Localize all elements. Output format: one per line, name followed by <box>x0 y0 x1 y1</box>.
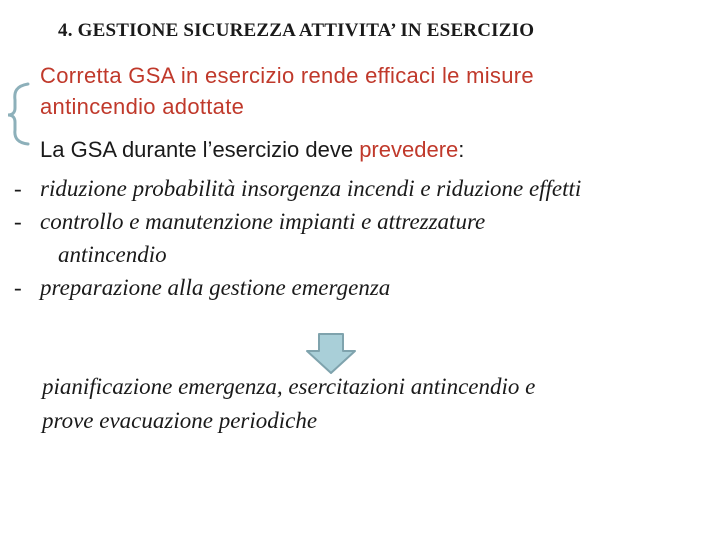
list-item-text: controllo e manutenzione impianti e attrezzature <box>40 209 486 234</box>
list-item-continuation: antincendio <box>58 242 167 267</box>
measures-list <box>14 172 581 304</box>
down-arrow-icon <box>305 333 357 375</box>
intro-text <box>40 60 534 122</box>
result-text <box>42 370 535 438</box>
curly-bracket-icon <box>6 82 32 146</box>
gsa-statement <box>40 134 464 165</box>
gsa-highlight: prevedere <box>359 137 459 162</box>
list-item-text: preparazione alla gestione emergenza <box>40 275 391 300</box>
list-dash: - <box>14 275 22 300</box>
result-line-1: pianificazione emergenza, esercitazioni antincendio e <box>42 374 536 399</box>
slide-title: 4. GESTIONE SICUREZZA ATTIVITA’ IN ESERCIZIO <box>58 20 535 41</box>
list-item <box>14 271 581 304</box>
list-item <box>14 205 581 271</box>
intro-line-1: Corretta GSA in esercizio rende efficaci le misure <box>40 63 534 88</box>
list-item <box>14 172 581 205</box>
gsa-prefix: La GSA durante l’esercizio deve <box>40 137 360 162</box>
list-dash: - <box>14 209 22 234</box>
result-line-2: prove evacuazione periodiche <box>42 408 318 433</box>
list-item-text: riduzione probabilità insorgenza incendi e riduzione effetti <box>40 176 582 201</box>
gsa-suffix: : <box>458 137 465 162</box>
intro-line-2: antincendio adottate <box>40 94 245 119</box>
list-dash: - <box>14 176 22 201</box>
